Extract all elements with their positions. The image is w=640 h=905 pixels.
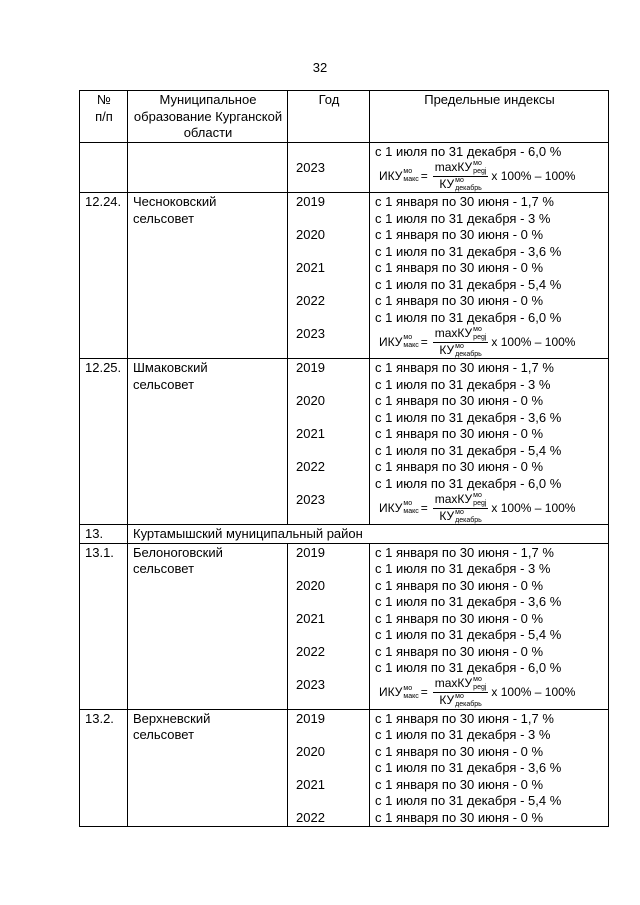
formula-lhs: ИКУ bbox=[379, 168, 403, 183]
num-cell: 12.24. bbox=[80, 193, 128, 359]
formula-lhs-scripts: мо макс bbox=[403, 334, 419, 349]
formula-tail: x 100% – 100% bbox=[491, 500, 576, 515]
index-line: с 1 января по 30 июня - 0 % bbox=[375, 227, 544, 242]
formula-lhs: ИКУ bbox=[379, 500, 403, 515]
index-line: с 1 января по 30 июня - 0 % bbox=[375, 293, 544, 308]
index-line: с 1 января по 30 июня - 1,7 % bbox=[375, 544, 554, 560]
index-line: с 1 января по 30 июня - 0 % bbox=[375, 426, 544, 441]
index-line: с 1 июля по 31 декабря - 6,0 % bbox=[375, 143, 562, 159]
name-cell bbox=[128, 359, 288, 525]
formula-equals: = bbox=[420, 685, 428, 700]
num-cell bbox=[80, 142, 128, 193]
table-row bbox=[80, 193, 609, 359]
index-line: с 1 января по 30 июня - 0 % bbox=[375, 643, 544, 659]
municipality-name: Шмаковский bbox=[133, 360, 208, 375]
formula bbox=[375, 326, 604, 358]
formula-lhs-scripts: мо макс bbox=[403, 500, 419, 515]
header-year: Год bbox=[288, 91, 370, 143]
name-cell bbox=[128, 142, 288, 193]
indices-cell bbox=[370, 359, 609, 525]
table-row bbox=[80, 709, 609, 827]
index-line: с 1 января по 30 июня - 0 % bbox=[375, 809, 544, 825]
name-cell bbox=[128, 543, 288, 709]
year-value: 2019 bbox=[296, 360, 325, 375]
year-value: 2021 bbox=[296, 426, 325, 441]
indices-cell bbox=[370, 709, 609, 827]
municipality-name: Чесноковский bbox=[133, 194, 217, 209]
year-value: 2022 bbox=[296, 643, 325, 659]
formula-fraction bbox=[433, 326, 489, 359]
index-line: с 1 января по 30 июня - 0 % bbox=[375, 776, 544, 792]
region-row bbox=[80, 525, 609, 544]
index-line: с 1 января по 30 июня - 1,7 % bbox=[375, 360, 554, 375]
formula-denominator: КУ мо декабрь bbox=[439, 693, 482, 708]
formula-equals: = bbox=[420, 168, 428, 183]
municipality-name: Верхневский bbox=[133, 710, 211, 726]
formula-fraction bbox=[433, 676, 489, 709]
table-row bbox=[80, 543, 609, 709]
year-value: 2022 bbox=[296, 293, 325, 308]
region-num: 13. bbox=[80, 525, 128, 544]
formula-lhs: ИКУ bbox=[379, 685, 403, 700]
index-line: с 1 июля по 31 декабря - 3,6 % bbox=[375, 760, 562, 775]
formula-numerator: maxКУ мо pegj bbox=[434, 325, 487, 341]
year-cell bbox=[288, 142, 370, 193]
index-line: с 1 июля по 31 декабря - 3,6 % bbox=[375, 409, 562, 425]
year-value: 2020 bbox=[296, 743, 325, 759]
formula-tail: x 100% – 100% bbox=[491, 334, 576, 349]
formula-numerator: maxКУ мо pegj bbox=[434, 159, 487, 175]
formula-tail: x 100% – 100% bbox=[491, 168, 576, 183]
indices-cell bbox=[370, 543, 609, 709]
index-line: с 1 июля по 31 декабря - 3 % bbox=[375, 376, 551, 392]
index-line: с 1 июля по 31 декабря - 5,4 % bbox=[375, 627, 562, 642]
formula-lhs-scripts: мо макс bbox=[403, 168, 419, 183]
num-cell: 13.1. bbox=[80, 543, 128, 709]
year-value: 2019 bbox=[296, 544, 325, 560]
municipality-type: сельсовет bbox=[133, 561, 195, 576]
index-line: с 1 января по 30 июня - 0 % bbox=[375, 743, 544, 759]
year-cell bbox=[288, 359, 370, 525]
formula bbox=[375, 160, 604, 192]
municipality-type: сельсовет bbox=[133, 727, 195, 742]
year-value: 2023 bbox=[296, 492, 325, 507]
index-line: с 1 июля по 31 декабря - 6,0 % bbox=[375, 309, 562, 325]
municipality-type: сельсовет bbox=[133, 210, 195, 226]
index-line: с 1 июля по 31 декабря - 5,4 % bbox=[375, 793, 562, 808]
formula-equals: = bbox=[420, 334, 428, 349]
formula-fraction bbox=[433, 160, 489, 193]
indices-cell bbox=[370, 142, 609, 193]
index-line: с 1 января по 30 июня - 0 % bbox=[375, 610, 544, 626]
index-line: с 1 июля по 31 декабря - 6,0 % bbox=[375, 475, 562, 491]
region-name: Куртамышский муниципальный район bbox=[128, 525, 609, 544]
year-value: 2022 bbox=[296, 809, 325, 825]
name-cell bbox=[128, 193, 288, 359]
formula-equals: = bbox=[420, 500, 428, 515]
formula-tail: x 100% – 100% bbox=[491, 685, 576, 700]
year-value: 2023 bbox=[296, 160, 325, 175]
municipality-name: Белоноговский bbox=[133, 544, 223, 560]
header-num: № п/п bbox=[80, 91, 128, 143]
formula-denominator: КУ мо декабрь bbox=[439, 176, 482, 192]
formula-numerator: maxКУ мо pegj bbox=[434, 491, 487, 507]
formula-fraction bbox=[433, 492, 489, 525]
year-value: 2021 bbox=[296, 776, 325, 792]
formula-lhs-scripts: мо макс bbox=[403, 684, 419, 700]
year-value: 2020 bbox=[296, 227, 325, 242]
year-value: 2022 bbox=[296, 459, 325, 474]
num-cell: 12.25. bbox=[80, 359, 128, 525]
year-value: 2023 bbox=[296, 676, 325, 692]
table-header-row bbox=[80, 91, 609, 143]
index-line: с 1 января по 30 июня - 0 % bbox=[375, 260, 544, 275]
index-line: с 1 июля по 31 декабря - 3 % bbox=[375, 561, 551, 576]
year-value: 2019 bbox=[296, 194, 325, 209]
table-row bbox=[80, 142, 609, 193]
municipality-type: сельсовет bbox=[133, 376, 195, 392]
index-line: с 1 января по 30 июня - 0 % bbox=[375, 459, 544, 474]
index-line: с 1 июля по 31 декабря - 5,4 % bbox=[375, 276, 562, 292]
year-value: 2020 bbox=[296, 393, 325, 408]
formula-denominator: КУ мо декабрь bbox=[439, 508, 482, 524]
page-number: 32 bbox=[312, 60, 328, 75]
formula bbox=[375, 677, 604, 709]
index-line: с 1 января по 30 июня - 1,7 % bbox=[375, 194, 554, 209]
index-line: с 1 июля по 31 декабря - 3 % bbox=[375, 727, 551, 742]
index-line: с 1 июля по 31 декабря - 5,4 % bbox=[375, 442, 562, 458]
year-value: 2021 bbox=[296, 610, 325, 626]
tariff-index-table bbox=[79, 90, 609, 827]
formula-lhs: ИКУ bbox=[379, 334, 403, 349]
year-value: 2019 bbox=[296, 710, 325, 726]
num-cell: 13.2. bbox=[80, 709, 128, 827]
year-value: 2020 bbox=[296, 577, 325, 593]
table-row bbox=[80, 359, 609, 525]
index-line: с 1 января по 30 июня - 1,7 % bbox=[375, 710, 554, 726]
index-line: с 1 июля по 31 декабря - 6,0 % bbox=[375, 660, 562, 675]
year-value: 2023 bbox=[296, 326, 325, 341]
index-line: с 1 июля по 31 декабря - 3 % bbox=[375, 210, 551, 226]
year-cell bbox=[288, 709, 370, 827]
indices-cell bbox=[370, 193, 609, 359]
index-line: с 1 января по 30 июня - 0 % bbox=[375, 393, 544, 408]
formula-numerator: maxКУ мо pegj bbox=[434, 676, 487, 691]
formula bbox=[375, 492, 604, 524]
year-cell bbox=[288, 193, 370, 359]
formula-denominator: КУ мо декабрь bbox=[439, 342, 482, 358]
header-municipality: Муниципальное образование Курганской области bbox=[128, 91, 288, 143]
index-line: с 1 июля по 31 декабря - 3,6 % bbox=[375, 594, 562, 609]
index-line: с 1 января по 30 июня - 0 % bbox=[375, 577, 544, 593]
year-cell bbox=[288, 543, 370, 709]
header-indices: Предельные индексы bbox=[370, 91, 609, 143]
year-value: 2021 bbox=[296, 260, 325, 275]
name-cell bbox=[128, 709, 288, 827]
index-line: с 1 июля по 31 декабря - 3,6 % bbox=[375, 243, 562, 259]
